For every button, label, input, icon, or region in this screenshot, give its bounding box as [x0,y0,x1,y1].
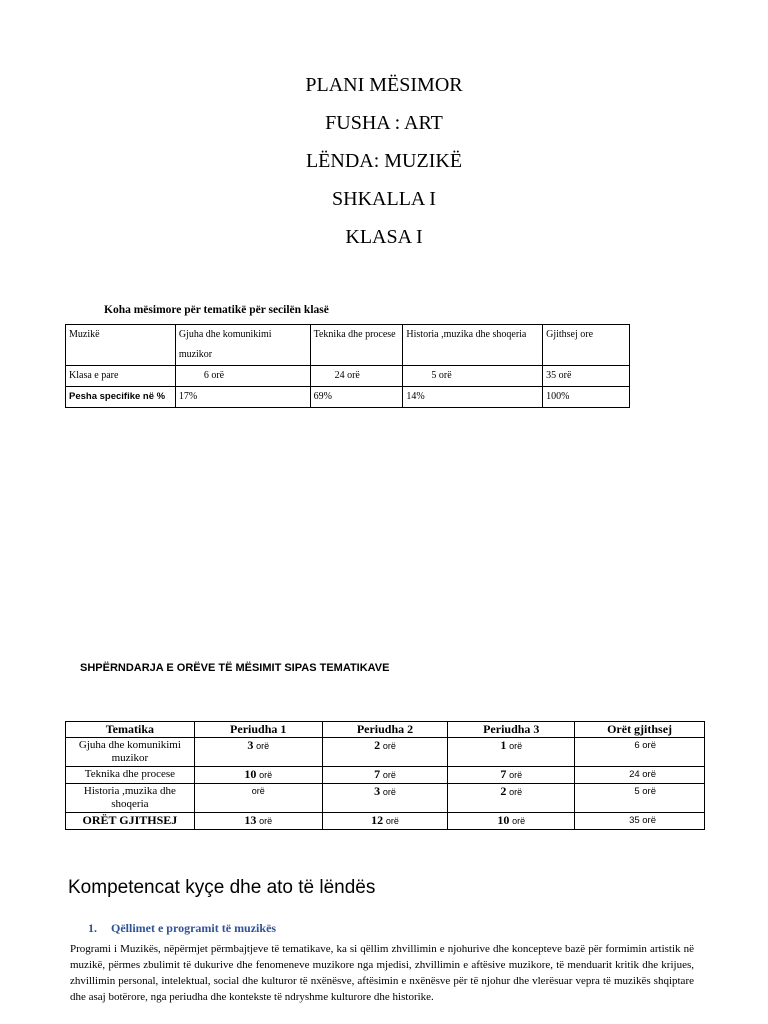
section-heading: Kompetencat kyçe dhe ato të lëndës [68,877,376,898]
table-row [66,738,705,767]
hours-cell: 7 orë [448,767,575,784]
hours-cell: 3 orë [194,738,322,767]
hours-cell: 10 orë [194,767,322,784]
table-cell: 35 orë [543,366,630,387]
hours-cell: 1 orë [448,738,575,767]
hours-distribution-table [65,721,705,830]
hours-cell: 7 orë [322,767,448,784]
total-hours-cell: 5 orë [575,784,705,813]
sub-heading [88,921,276,936]
title-level: SHKALLA I [332,188,436,210]
table-row [66,784,705,813]
table-cell: 69% [310,387,403,408]
hours-cell: orë [194,784,322,813]
title-class: KLASA I [345,226,423,248]
table2-caption: SHPËRNDARJA E ORËVE TË MËSIMIT SIPAS TEMATIKAVE [80,662,390,674]
hours-cell: 3 orë [322,784,448,813]
hours-cell: 10 orë [448,813,575,830]
table-row [66,387,630,408]
table-row [66,366,630,387]
total-hours-cell: 24 orë [575,767,705,784]
theme-name: Historia ,muzika dhe shoqeria [66,784,195,813]
sub-heading-text: Qëllimet e programit të muzikës [111,921,277,935]
list-number: 1. [88,921,97,935]
table-header-cell: Muzikë [66,325,176,366]
table-cell: 100% [543,387,630,408]
hours-cell: 2 orë [448,784,575,813]
table-cell: Pesha specifike në % [66,387,176,408]
table-header-cell: Tematika [66,722,195,738]
title-plan: PLANI MËSIMOR [305,74,463,96]
table-cell: 24 orë [310,366,403,387]
table-header-cell: Historia ,muzika dhe shoqeria [403,325,543,366]
theme-name: Gjuha dhe komunikimi muzikor [66,738,195,767]
hours-cell: 13 orë [194,813,322,830]
time-per-theme-table [65,324,630,408]
table-cell: 14% [403,387,543,408]
table-header-cell: Gjithsej ore [543,325,630,366]
document-title [0,66,768,256]
table-total-row [66,813,705,830]
theme-name: Teknika dhe procese [66,767,195,784]
theme-name: ORËT GJITHSEJ [66,813,195,830]
table-header-row [66,325,630,366]
table-header-cell: Orët gjithsej [575,722,705,738]
table-header-cell: Teknika dhe procese [310,325,403,366]
hours-cell: 12 orë [322,813,448,830]
table-header-cell: Periudha 2 [322,722,448,738]
table-header-cell: Periudha 1 [194,722,322,738]
table-cell: Klasa e pare [66,366,176,387]
table-cell: 6 orë [175,366,310,387]
table1-caption: Koha mësimore për tematikë për secilën klasë [104,304,329,316]
title-subject: LËNDA: MUZIKË [305,150,463,172]
table-cell: 5 orë [403,366,543,387]
table-header-row [66,722,705,738]
body-paragraph: Programi i Muzikës, nëpërmjet përmbajtjeve të tematikave, ka si qëllim zhvillimin e njohurive dhe koncepteve bazë për formimin artistik në muzikë, përmes zbulimit të dukurive dhe fenomeneve muzikore nga mjedisi, zhvillimin e aftësive muzikore, të menduarit kritik dhe krijues, zhvillimin personal, intelektual, social dhe kulturor të nxënësve, aftësimin e nxënësve për të njohur dhe vlerësuar vepra të muzikës shqiptare dhe asaj botërore, nga periudha dhe kontekste të ndryshme kulturore dhe historike. [70,943,694,1003]
table-header-cell: Gjuha dhe komunikimi muzikor [175,325,310,366]
hours-cell: 2 orë [322,738,448,767]
total-hours-cell: 6 orë [575,738,705,767]
table-header-cell: Periudha 3 [448,722,575,738]
table-row [66,767,705,784]
title-field: FUSHA : ART [325,112,443,134]
table-cell: 17% [175,387,310,408]
total-hours-cell: 35 orë [575,813,705,830]
